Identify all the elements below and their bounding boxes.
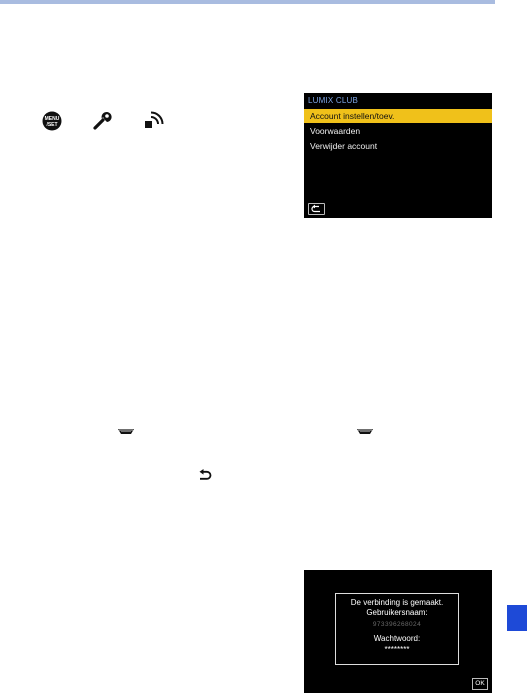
connected-message: De verbinding is gemaakt. (350, 598, 444, 607)
screen-title: LUMIX CLUB (308, 96, 359, 105)
menu-item-terms[interactable]: Voorwaarden (310, 126, 361, 136)
back-button[interactable] (308, 203, 325, 215)
password-label: Wachtwoord: (373, 634, 421, 643)
username-value: 973396268024 (372, 621, 422, 628)
svg-text:/SET: /SET (46, 122, 58, 128)
password-value: ******** (384, 645, 410, 654)
ok-button[interactable]: OK (472, 678, 488, 690)
rear-dial-icon (117, 428, 135, 436)
svg-text:MENU: MENU (44, 116, 60, 122)
username-label: Gebruikersnaam: (366, 608, 428, 617)
connection-dialog (335, 593, 459, 665)
lumix-club-menu-screen (304, 93, 492, 218)
menu-item-account-set[interactable]: Account instellen/toev. (304, 109, 492, 123)
section-tab-marker (507, 605, 527, 631)
menu-set-icon (42, 111, 62, 131)
rear-dial-icon (356, 428, 374, 436)
back-arrow-icon (197, 469, 213, 481)
menu-item-delete-account[interactable]: Verwijder account (310, 141, 378, 151)
top-rule (0, 0, 495, 4)
back-icon (309, 204, 324, 214)
wrench-icon (92, 111, 112, 131)
connection-complete-screen (304, 570, 492, 693)
wireless-icon (144, 110, 164, 130)
